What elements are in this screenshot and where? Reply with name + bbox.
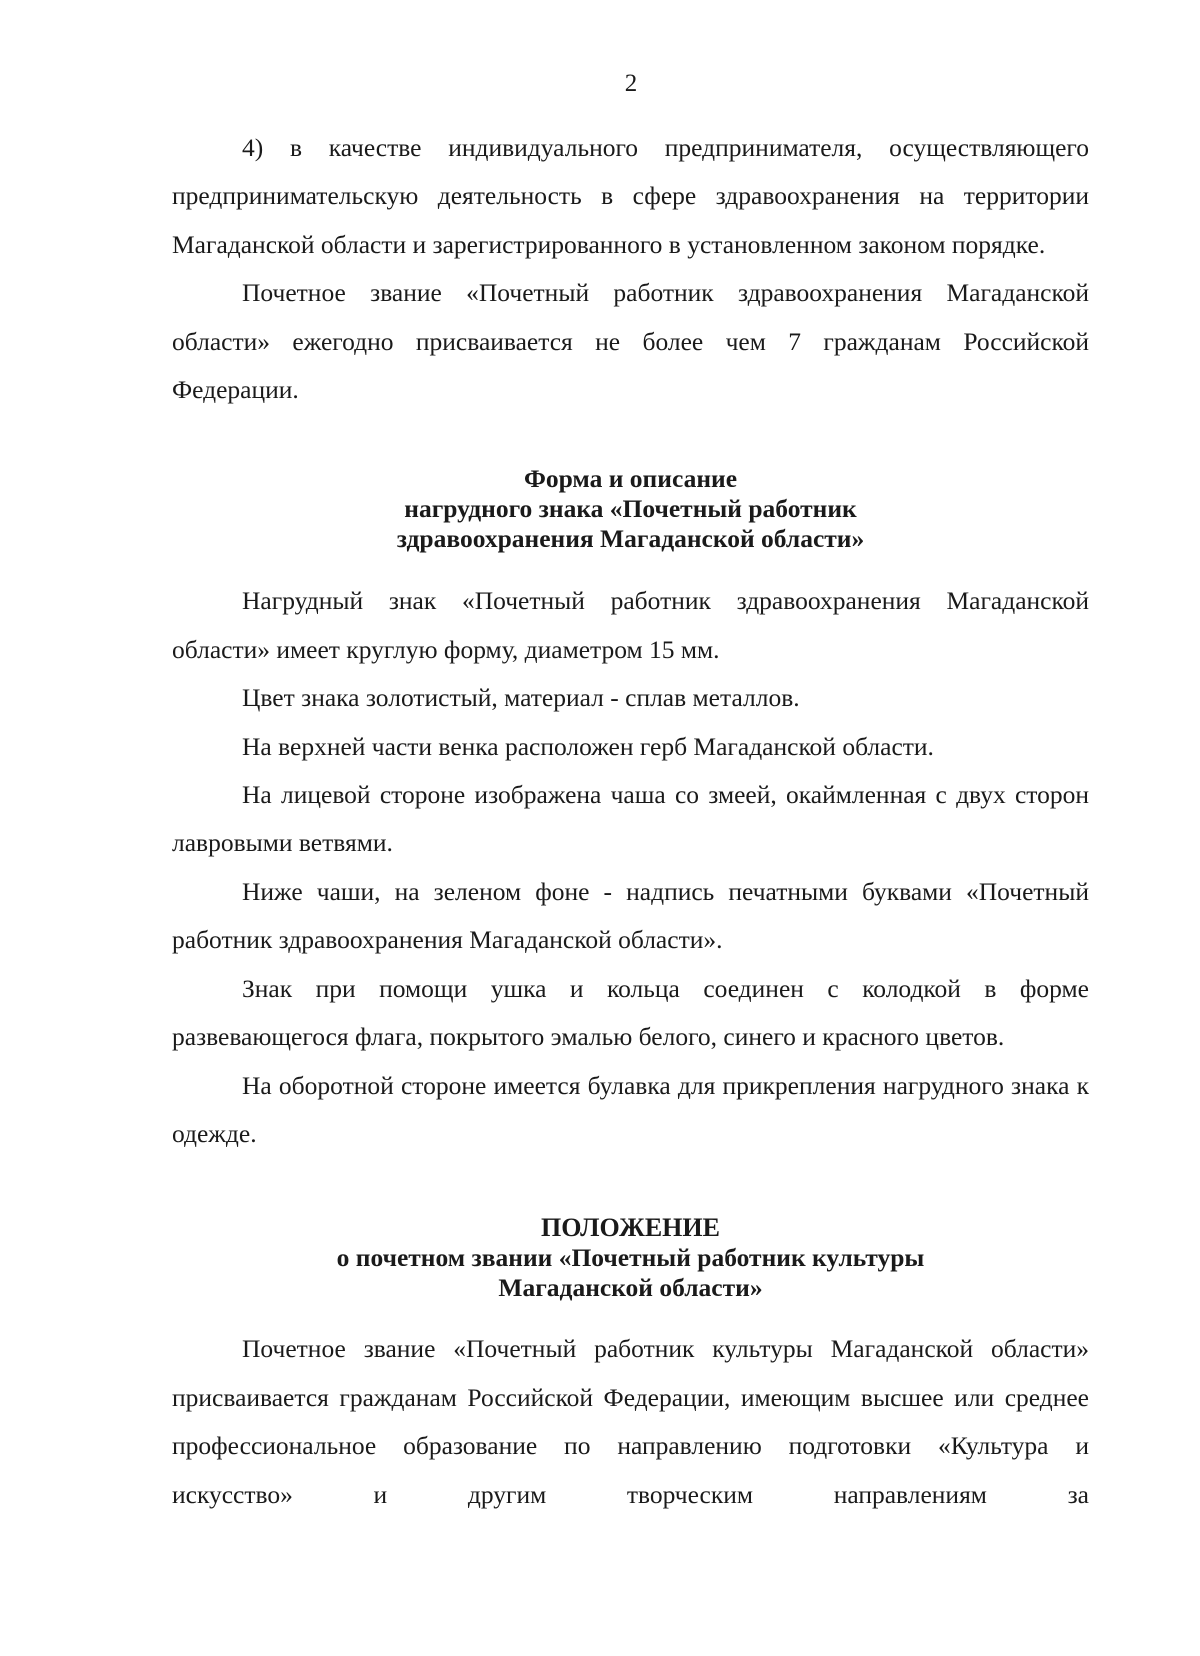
page-number: 2 [624,70,638,97]
paragraph-culture-title: Почетное звание «Почетный работник культуры Магаданской области» присваивается гражданам Российской Федерации, имеющим высшее или среднее профессиональное образование по направлению подготовки «Культура и искусство» и другим творческим направлениям за [172,1334,1089,1509]
paragraph-item-4: 4) в качестве индивидуального предпринимателя, осуществляющего предпринимательскую деятельность в сфере здравоохранения на территории Магаданской области и зарегистрированного в установленном законом порядке. [172,133,1089,259]
section-heading-badge-description [172,464,1089,554]
paragraph-badge-ribbon: Знак при помощи ушка и кольца соединен с колодкой в форме развевающегося флага, покрытого эмалью белого, синего и красного цветов. [172,973,1089,1052]
paragraph-badge-inscription: Ниже чаши, на зеленом фоне - надпись печатными буквами «Почетный работник здравоохранения Магаданской области». [172,876,1089,955]
paragraph-badge-color: Цвет знака золотистый, материал - сплав металлов. [242,683,800,713]
heading-line: ПОЛОЖЕНИЕ [541,1213,720,1243]
heading-line: нагрудного знака «Почетный работник [404,494,857,524]
paragraph-badge-shape: Нагрудный знак «Почетный работник здравоохранения Магаданской области» имеет круглую форму, диаметром 15 мм. [172,586,1089,664]
heading-line: здравоохранения Магаданской области» [396,524,865,554]
heading-line: о почетном звании «Почетный работник культуры [336,1243,925,1273]
paragraph-badge-back: На оборотной стороне имеется булавка для прикрепления нагрудного знака к одежде. [172,1070,1089,1148]
paragraph-badge-emblem: На верхней части венка расположен герб Магаданской области. [242,731,934,761]
heading-line: Форма и описание [523,464,738,494]
paragraph-badge-front: На лицевой стороне изображена чаша со змеей, окаймленная с двух сторон лавровыми ветвями. [172,780,1089,858]
paragraph-annual-limit: Почетное звание «Почетный работник здравоохранения Магаданской области» ежегодно присваивается не более чем 7 гражданам Российской Федерации. [172,278,1089,405]
section-heading-regulation [172,1213,1089,1303]
document-body [172,124,1089,1519]
heading-line: Магаданской области» [498,1273,763,1303]
